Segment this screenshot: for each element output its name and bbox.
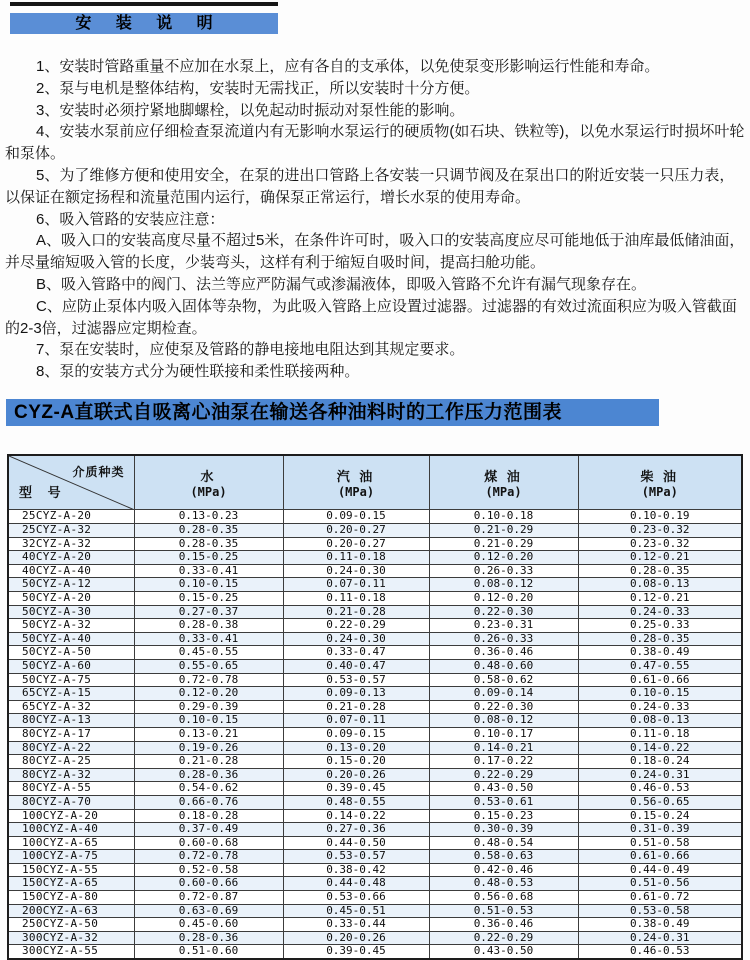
gasoline-pressure-cell: 0.09-0.15 — [283, 727, 429, 741]
kerosene-pressure-cell: 0.48-0.60 — [429, 659, 578, 673]
corner-label-medium-type: 介质种类 — [72, 464, 125, 479]
gasoline-pressure-cell: 0.39-0.45 — [283, 945, 429, 959]
water-pressure-cell: 0.72-0.78 — [134, 850, 283, 864]
water-pressure-cell: 0.21-0.28 — [134, 755, 283, 769]
gasoline-pressure-cell: 0.07-0.11 — [283, 714, 429, 728]
gasoline-pressure-cell: 0.24-0.30 — [283, 632, 429, 646]
water-pressure-cell: 0.27-0.37 — [134, 605, 283, 619]
instruction-item: B、吸入管路中的阀门、法兰等应严防漏气或渗漏液体，即吸入管路不允许有漏气现象存在。 — [36, 275, 647, 293]
kerosene-pressure-cell: 0.48-0.54 — [429, 836, 578, 850]
kerosene-pressure-cell: 0.36-0.46 — [429, 918, 578, 932]
pressure-range-table — [7, 454, 743, 960]
pump-model-row — [8, 768, 742, 782]
pump-model-row — [8, 687, 742, 701]
table-header-row — [8, 455, 742, 510]
diesel-pressure-cell: 0.08-0.13 — [578, 578, 742, 592]
table-column-header — [578, 455, 742, 510]
diesel-pressure-cell: 0.12-0.21 — [578, 551, 742, 565]
gasoline-pressure-cell: 0.20-0.26 — [283, 931, 429, 945]
kerosene-pressure-cell: 0.14-0.21 — [429, 741, 578, 755]
water-pressure-cell: 0.15-0.25 — [134, 551, 283, 565]
install-section-title: 安 装 说 明 — [10, 13, 278, 34]
model-cell: 100CYZ-A-65 — [8, 836, 134, 850]
instruction-item: 2、泵与电机是整体结构，安装时无需找正，所以安装时十分方便。 — [36, 79, 480, 97]
pump-model-row — [8, 700, 742, 714]
diesel-pressure-cell: 0.44-0.49 — [578, 863, 742, 877]
install-instructions-list — [5, 56, 745, 383]
gasoline-pressure-cell: 0.21-0.28 — [283, 605, 429, 619]
diesel-pressure-cell: 0.61-0.72 — [578, 891, 742, 905]
diesel-pressure-cell: 0.56-0.65 — [578, 795, 742, 809]
gasoline-pressure-cell: 0.22-0.29 — [283, 619, 429, 633]
water-pressure-cell: 0.18-0.28 — [134, 809, 283, 823]
pump-model-row — [8, 741, 742, 755]
pump-model-row — [8, 551, 742, 565]
scanned-manual-page — [0, 2, 750, 956]
gasoline-pressure-cell: 0.33-0.44 — [283, 918, 429, 932]
pump-model-row — [8, 945, 742, 959]
model-cell: 150CYZ-A-55 — [8, 863, 134, 877]
model-cell: 50CYZ-A-12 — [8, 578, 134, 592]
instruction-item: 4、安装水泵前应仔细检查泵流道内有无影响水泵运行的硬质物(如石块、铁粒等)，以免水泵运行时损坏叶轮和泵体。 — [5, 123, 745, 163]
gasoline-pressure-cell: 0.45-0.51 — [283, 904, 429, 918]
medium-name-label: 柴 油 — [640, 468, 680, 484]
diesel-pressure-cell: 0.38-0.49 — [578, 918, 742, 932]
water-pressure-cell: 0.28-0.35 — [134, 537, 283, 551]
model-cell: 80CYZ-A-70 — [8, 795, 134, 809]
kerosene-pressure-cell: 0.12-0.20 — [429, 551, 578, 565]
water-pressure-cell: 0.28-0.36 — [134, 931, 283, 945]
kerosene-pressure-cell: 0.43-0.50 — [429, 945, 578, 959]
pump-model-row — [8, 619, 742, 633]
gasoline-pressure-cell: 0.48-0.55 — [283, 795, 429, 809]
pump-model-row — [8, 904, 742, 918]
kerosene-pressure-cell: 0.58-0.63 — [429, 850, 578, 864]
kerosene-pressure-cell: 0.17-0.22 — [429, 755, 578, 769]
instruction-item: 5、为了维修方便和使用安全，在泵的进出口管路上各安装一只调节阀及在泵出口的附近安装一只压力表，以保证在额定扬程和流量范围内运行，确保泵正常运行，增长水泵的使用寿命。 — [5, 166, 735, 206]
model-cell: 50CYZ-A-50 — [8, 646, 134, 660]
model-cell: 200CYZ-A-63 — [8, 904, 134, 918]
model-cell: 80CYZ-A-13 — [8, 714, 134, 728]
pump-model-row — [8, 673, 742, 687]
diesel-pressure-cell: 0.11-0.18 — [578, 727, 742, 741]
diesel-pressure-cell: 0.10-0.15 — [578, 687, 742, 701]
pump-model-row — [8, 605, 742, 619]
gasoline-pressure-cell: 0.07-0.11 — [283, 578, 429, 592]
water-pressure-cell: 0.72-0.78 — [134, 673, 283, 687]
decorative-top-bar — [10, 2, 278, 6]
model-cell: 50CYZ-A-32 — [8, 619, 134, 633]
pump-model-row — [8, 659, 742, 673]
gasoline-pressure-cell: 0.38-0.42 — [283, 863, 429, 877]
water-pressure-cell: 0.33-0.41 — [134, 632, 283, 646]
table-column-header — [283, 455, 429, 510]
water-pressure-cell: 0.28-0.35 — [134, 524, 283, 538]
diesel-pressure-cell: 0.23-0.32 — [578, 537, 742, 551]
pump-model-row — [8, 524, 742, 538]
pump-model-row — [8, 510, 742, 524]
diesel-pressure-cell: 0.24-0.31 — [578, 931, 742, 945]
instruction-item: C、应防止泵体内吸入固体等杂物，为此吸入管路上应设置过滤器。过滤器的有效过流面积应为吸入管截面的2-3倍，过滤器应定期检查。 — [5, 297, 737, 337]
gasoline-pressure-cell: 0.33-0.47 — [283, 646, 429, 660]
water-pressure-cell: 0.45-0.60 — [134, 918, 283, 932]
gasoline-pressure-cell: 0.20-0.26 — [283, 768, 429, 782]
model-cell: 50CYZ-A-40 — [8, 632, 134, 646]
model-cell: 65CYZ-A-15 — [8, 687, 134, 701]
model-cell: 100CYZ-A-75 — [8, 850, 134, 864]
kerosene-pressure-cell: 0.10-0.18 — [429, 510, 578, 524]
water-pressure-cell: 0.60-0.68 — [134, 836, 283, 850]
diesel-pressure-cell: 0.51-0.58 — [578, 836, 742, 850]
water-pressure-cell: 0.29-0.39 — [134, 700, 283, 714]
diesel-pressure-cell: 0.38-0.49 — [578, 646, 742, 660]
model-cell: 250CYZ-A-50 — [8, 918, 134, 932]
water-pressure-cell: 0.37-0.49 — [134, 823, 283, 837]
gasoline-pressure-cell: 0.21-0.28 — [283, 700, 429, 714]
diesel-pressure-cell: 0.08-0.13 — [578, 714, 742, 728]
kerosene-pressure-cell: 0.36-0.46 — [429, 646, 578, 660]
kerosene-pressure-cell: 0.26-0.33 — [429, 564, 578, 578]
diesel-pressure-cell: 0.46-0.53 — [578, 782, 742, 796]
gasoline-pressure-cell: 0.53-0.66 — [283, 891, 429, 905]
pump-model-row — [8, 632, 742, 646]
kerosene-pressure-cell: 0.09-0.14 — [429, 687, 578, 701]
model-cell: 50CYZ-A-20 — [8, 592, 134, 606]
instruction-item: 1、安装时管路重量不应加在水泵上，应有各自的支承体，以免使泵变形影响运行性能和寿命。 — [36, 58, 660, 75]
model-cell: 80CYZ-A-25 — [8, 755, 134, 769]
diesel-pressure-cell: 0.28-0.35 — [578, 632, 742, 646]
pump-model-row — [8, 755, 742, 769]
model-cell: 50CYZ-A-75 — [8, 673, 134, 687]
table-column-header — [429, 455, 578, 510]
pump-model-row — [8, 592, 742, 606]
water-pressure-cell: 0.55-0.65 — [134, 659, 283, 673]
model-cell: 80CYZ-A-17 — [8, 727, 134, 741]
pump-model-row — [8, 646, 742, 660]
pump-model-row — [8, 782, 742, 796]
diesel-pressure-cell: 0.25-0.33 — [578, 619, 742, 633]
kerosene-pressure-cell: 0.22-0.29 — [429, 768, 578, 782]
pump-model-row — [8, 714, 742, 728]
kerosene-pressure-cell: 0.21-0.29 — [429, 524, 578, 538]
pressure-table-banner: CYZ-A直联式自吸离心油泵在输送各种油料时的工作压力范围表 — [6, 399, 659, 426]
instruction-item: A、吸入口的安装高度尽量不超过5米，在条件许可时，吸入口的安装高度应尽可能地低于油库最低储油面，并尽量缩短吸入管的长度，少装弯头，这样有利于缩短自吸时间，提高扫舱功能。 — [5, 232, 745, 272]
water-pressure-cell: 0.60-0.66 — [134, 877, 283, 891]
instruction-item: 7、泵在安装时，应使泵及管路的静电接地电阻达到其规定要求。 — [36, 341, 465, 359]
pump-model-row — [8, 863, 742, 877]
model-cell: 25CYZ-A-20 — [8, 510, 134, 524]
diesel-pressure-cell: 0.47-0.55 — [578, 659, 742, 673]
gasoline-pressure-cell: 0.53-0.57 — [283, 850, 429, 864]
model-cell: 300CYZ-A-32 — [8, 931, 134, 945]
medium-unit-label: (MPa) — [485, 484, 522, 499]
model-cell: 65CYZ-A-32 — [8, 700, 134, 714]
kerosene-pressure-cell: 0.15-0.23 — [429, 809, 578, 823]
water-pressure-cell: 0.10-0.15 — [134, 714, 283, 728]
gasoline-pressure-cell: 0.14-0.22 — [283, 809, 429, 823]
gasoline-pressure-cell: 0.11-0.18 — [283, 551, 429, 565]
diesel-pressure-cell: 0.24-0.33 — [578, 700, 742, 714]
water-pressure-cell: 0.66-0.76 — [134, 795, 283, 809]
kerosene-pressure-cell: 0.26-0.33 — [429, 632, 578, 646]
diesel-pressure-cell: 0.18-0.24 — [578, 755, 742, 769]
model-cell: 25CYZ-A-32 — [8, 524, 134, 538]
kerosene-pressure-cell: 0.22-0.30 — [429, 605, 578, 619]
pump-model-row — [8, 931, 742, 945]
kerosene-pressure-cell: 0.51-0.53 — [429, 904, 578, 918]
diesel-pressure-cell: 0.61-0.66 — [578, 850, 742, 864]
diesel-pressure-cell: 0.31-0.39 — [578, 823, 742, 837]
model-cell: 40CYZ-A-20 — [8, 551, 134, 565]
medium-name-label: 汽 油 — [336, 468, 376, 484]
model-cell: 300CYZ-A-55 — [8, 945, 134, 959]
instruction-item: 6、吸入管路的安装应注意： — [36, 210, 225, 228]
water-pressure-cell: 0.28-0.38 — [134, 619, 283, 633]
medium-unit-label: (MPa) — [337, 484, 375, 499]
pump-model-row — [8, 795, 742, 809]
model-cell: 100CYZ-A-20 — [8, 809, 134, 823]
water-pressure-cell: 0.63-0.69 — [134, 904, 283, 918]
instruction-item: 8、泵的安装方式分为硬性联接和柔性联接两种。 — [36, 363, 360, 381]
gasoline-pressure-cell: 0.09-0.15 — [283, 510, 429, 524]
pump-model-row — [8, 727, 742, 741]
pump-model-row — [8, 537, 742, 551]
diesel-pressure-cell: 0.23-0.32 — [578, 524, 742, 538]
kerosene-pressure-cell: 0.08-0.12 — [429, 714, 578, 728]
water-pressure-cell: 0.28-0.36 — [134, 768, 283, 782]
gasoline-pressure-cell: 0.44-0.48 — [283, 877, 429, 891]
medium-unit-label: (MPa) — [641, 484, 678, 499]
kerosene-pressure-cell: 0.48-0.53 — [429, 877, 578, 891]
water-pressure-cell: 0.54-0.62 — [134, 782, 283, 796]
pump-model-row — [8, 578, 742, 592]
diesel-pressure-cell: 0.53-0.58 — [578, 904, 742, 918]
model-cell: 50CYZ-A-30 — [8, 605, 134, 619]
diesel-pressure-cell: 0.51-0.56 — [578, 877, 742, 891]
kerosene-pressure-cell: 0.08-0.12 — [429, 578, 578, 592]
kerosene-pressure-cell: 0.43-0.50 — [429, 782, 578, 796]
kerosene-pressure-cell: 0.30-0.39 — [429, 823, 578, 837]
kerosene-pressure-cell: 0.23-0.31 — [429, 619, 578, 633]
water-pressure-cell: 0.51-0.60 — [134, 945, 283, 959]
model-cell: 80CYZ-A-55 — [8, 782, 134, 796]
table-corner-cell — [8, 455, 134, 510]
diesel-pressure-cell: 0.24-0.31 — [578, 768, 742, 782]
medium-name-label: 水 — [200, 468, 217, 484]
diesel-pressure-cell: 0.46-0.53 — [578, 945, 742, 959]
kerosene-pressure-cell: 0.22-0.29 — [429, 931, 578, 945]
gasoline-pressure-cell: 0.24-0.30 — [283, 564, 429, 578]
kerosene-pressure-cell: 0.10-0.17 — [429, 727, 578, 741]
diesel-pressure-cell: 0.12-0.21 — [578, 592, 742, 606]
gasoline-pressure-cell: 0.40-0.47 — [283, 659, 429, 673]
gasoline-pressure-cell: 0.53-0.57 — [283, 673, 429, 687]
water-pressure-cell: 0.15-0.25 — [134, 592, 283, 606]
diesel-pressure-cell: 0.15-0.24 — [578, 809, 742, 823]
kerosene-pressure-cell: 0.56-0.68 — [429, 891, 578, 905]
kerosene-pressure-cell: 0.53-0.61 — [429, 795, 578, 809]
model-cell: 80CYZ-A-22 — [8, 741, 134, 755]
pump-model-row — [8, 918, 742, 932]
water-pressure-cell: 0.52-0.58 — [134, 863, 283, 877]
pump-model-row — [8, 891, 742, 905]
pump-model-row — [8, 836, 742, 850]
gasoline-pressure-cell: 0.20-0.27 — [283, 524, 429, 538]
table-column-header — [134, 455, 283, 510]
gasoline-pressure-cell: 0.13-0.20 — [283, 741, 429, 755]
diesel-pressure-cell: 0.10-0.19 — [578, 510, 742, 524]
water-pressure-cell: 0.13-0.23 — [134, 510, 283, 524]
gasoline-pressure-cell: 0.27-0.36 — [283, 823, 429, 837]
water-pressure-cell: 0.33-0.41 — [134, 564, 283, 578]
water-pressure-cell: 0.45-0.55 — [134, 646, 283, 660]
gasoline-pressure-cell: 0.15-0.20 — [283, 755, 429, 769]
pump-model-row — [8, 877, 742, 891]
gasoline-pressure-cell: 0.09-0.13 — [283, 687, 429, 701]
pump-model-row — [8, 850, 742, 864]
model-cell: 100CYZ-A-40 — [8, 823, 134, 837]
pump-model-row — [8, 823, 742, 837]
water-pressure-cell: 0.13-0.21 — [134, 727, 283, 741]
pump-model-row — [8, 809, 742, 823]
gasoline-pressure-cell: 0.11-0.18 — [283, 592, 429, 606]
model-cell: 80CYZ-A-32 — [8, 768, 134, 782]
model-cell: 50CYZ-A-60 — [8, 659, 134, 673]
diesel-pressure-cell: 0.24-0.33 — [578, 605, 742, 619]
model-cell: 150CYZ-A-80 — [8, 891, 134, 905]
diesel-pressure-cell: 0.28-0.35 — [578, 564, 742, 578]
water-pressure-cell: 0.12-0.20 — [134, 687, 283, 701]
kerosene-pressure-cell: 0.58-0.62 — [429, 673, 578, 687]
corner-label-model: 型 号 — [19, 485, 67, 501]
medium-unit-label: (MPa) — [190, 484, 227, 499]
diesel-pressure-cell: 0.14-0.22 — [578, 741, 742, 755]
instruction-item: 3、安装时必须拧紧地脚螺栓，以免起动时振动对泵性能的影响。 — [36, 101, 465, 119]
model-cell: 40CYZ-A-40 — [8, 564, 134, 578]
kerosene-pressure-cell: 0.12-0.20 — [429, 592, 578, 606]
water-pressure-cell: 0.10-0.15 — [134, 578, 283, 592]
pressure-table-body — [8, 510, 742, 959]
model-cell: 150CYZ-A-65 — [8, 877, 134, 891]
pump-model-row — [8, 564, 742, 578]
water-pressure-cell: 0.72-0.87 — [134, 891, 283, 905]
gasoline-pressure-cell: 0.20-0.27 — [283, 537, 429, 551]
kerosene-pressure-cell: 0.21-0.29 — [429, 537, 578, 551]
gasoline-pressure-cell: 0.44-0.50 — [283, 836, 429, 850]
model-cell: 32CYZ-A-32 — [8, 537, 134, 551]
kerosene-pressure-cell: 0.22-0.30 — [429, 700, 578, 714]
kerosene-pressure-cell: 0.42-0.46 — [429, 863, 578, 877]
medium-name-label: 煤 油 — [484, 468, 523, 484]
water-pressure-cell: 0.19-0.26 — [134, 741, 283, 755]
diesel-pressure-cell: 0.61-0.66 — [578, 673, 742, 687]
gasoline-pressure-cell: 0.39-0.45 — [283, 782, 429, 796]
